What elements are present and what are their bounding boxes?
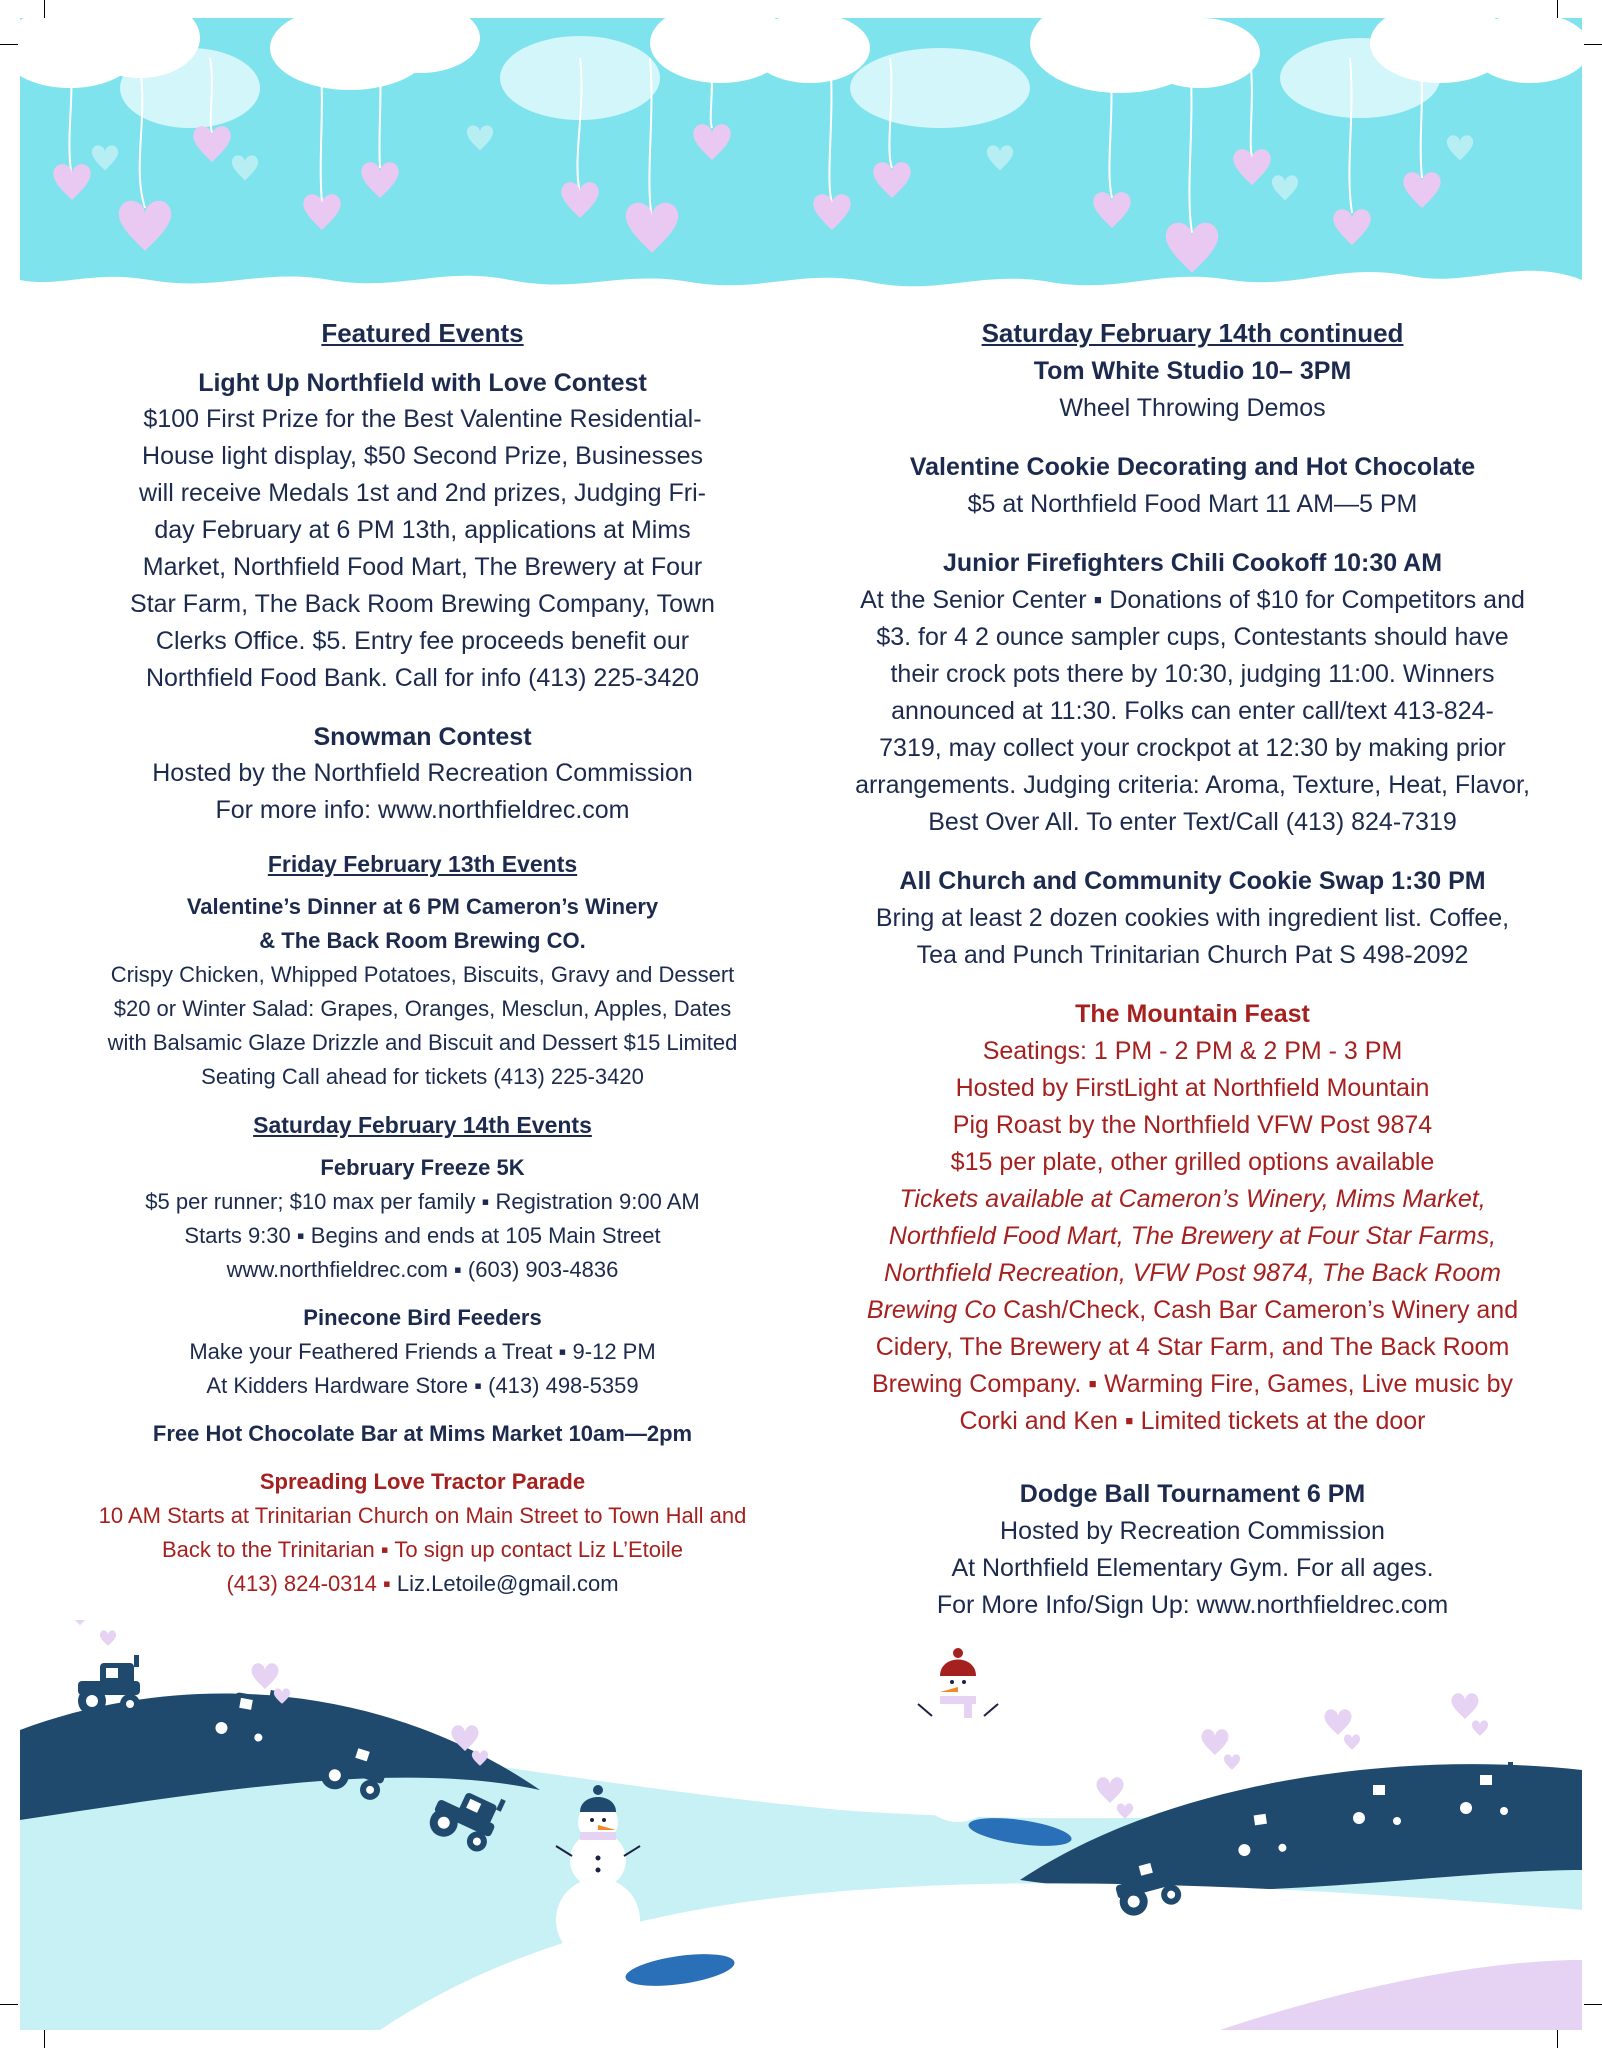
event-line: $100 First Prize for the Best Valentine Residential- [143, 405, 702, 433]
sky-banner [20, 18, 1582, 318]
event-line: with Balsamic Glaze Drizzle and Biscuit and Dessert $15 Limited [107, 1030, 738, 1055]
crop-mark [0, 44, 18, 45]
event-line: Northfield Food Mart, The Brewery at Four Star Farms, [888, 1222, 1497, 1250]
friday-events-heading: Friday February 13th Events [267, 851, 578, 877]
event-line: announced at 11:30. Folks can enter call/text 413-824- [891, 697, 1494, 725]
event-line: Cidery, The Brewery at 4 Star Farm, and The Back Room [875, 1333, 1510, 1361]
light-up-contest [60, 365, 785, 697]
event-line: Clerks Office. $5. Entry fee proceeds benefit our [155, 627, 690, 655]
event-line: Seating Call ahead for tickets (413) 225-3420 [201, 1064, 644, 1089]
february-freeze [60, 1151, 785, 1287]
right-column [820, 318, 1565, 1624]
event-line: 10 AM Starts at Trinitarian Church on Main Street to Town Hall and [98, 1503, 747, 1528]
crop-mark [0, 2004, 18, 2005]
event-line: Starts 9:30 ▪ Begins and ends at 105 Main Street [184, 1223, 661, 1248]
event-title: Light Up Northfield with Love Contest [198, 369, 647, 397]
event-line: Brewing Company. ▪ Warming Fire, Games, Live music by [872, 1370, 1513, 1398]
event-line: $15 per plate, other grilled options available [950, 1148, 1435, 1176]
saturday-continued-heading: Saturday February 14th continued [981, 318, 1404, 348]
event-title: Pinecone Bird Feeders [303, 1305, 542, 1330]
event-title: Dodge Ball Tournament 6 PM [1019, 1480, 1366, 1508]
event-line: Wheel Throwing Demos [1059, 394, 1326, 422]
valentines-dinner [60, 890, 785, 1094]
event-line: www.northfieldrec.com ▪ (603) 903-4836 [226, 1257, 619, 1282]
left-column [60, 318, 785, 1601]
event-line: Back to the Trinitarian ▪ To sign up contact Liz L’Etoile [161, 1537, 684, 1562]
event-line: Tickets available at Cameron’s Winery, Mims Market, [899, 1185, 1486, 1213]
dodge-ball [820, 1476, 1565, 1624]
email-link[interactable]: Liz.Letoile@gmail.com [396, 1571, 619, 1596]
phone-text: (413) 824-0314 ▪ [226, 1571, 397, 1596]
event-line: Hosted by Recreation Commission [1000, 1517, 1385, 1545]
event-line: $3. for 4 2 ounce sampler cups, Contestants should have [876, 623, 1509, 651]
event-title: The Mountain Feast [1075, 1000, 1310, 1028]
event-line: Corki and Ken ▪ Limited tickets at the door [959, 1407, 1426, 1435]
event-line: will receive Medals 1st and 2nd prizes, Judging Fri- [139, 479, 706, 507]
event-line: At Kidders Hardware Store ▪ (413) 498-5359 [206, 1373, 639, 1398]
crop-mark [1557, 2030, 1558, 2048]
event-line: House light display, $50 Second Prize, Businesses [142, 442, 703, 470]
crop-mark [1584, 2004, 1602, 2005]
event-line [820, 1292, 1565, 1329]
event-line: Bring at least 2 dozen cookies with ingredient list. Coffee, [875, 904, 1510, 932]
event-line: $5 per runner; $10 max per family ▪ Registration 9:00 AM [145, 1189, 700, 1214]
event-line: Seatings: 1 PM - 2 PM & 2 PM - 3 PM [982, 1037, 1403, 1065]
event-line: $20 or Winter Salad: Grapes, Oranges, Mesclun, Apples, Dates [113, 996, 732, 1021]
event-line: At Northfield Elementary Gym. For all ages. [951, 1554, 1434, 1582]
mountain-feast [820, 996, 1565, 1440]
tom-white-studio [820, 353, 1565, 427]
event-title: Snowman Contest [313, 723, 532, 751]
event-line [60, 1567, 785, 1601]
event-title: Valentine Cookie Decorating and Hot Chocolate [909, 453, 1476, 481]
event-line: For more info: www.northfieldrec.com [215, 796, 630, 824]
winter-hills-illustration [20, 1620, 1582, 2030]
crop-mark [44, 2030, 45, 2048]
event-title: Spreading Love Tractor Parade [259, 1469, 586, 1494]
hot-chocolate-bar: Free Hot Chocolate Bar at Mims Market 10am—2pm [152, 1421, 693, 1446]
event-line: Best Over All. To enter Text/Call (413) 824-7319 [928, 808, 1457, 836]
event-line: Tea and Punch Trinitarian Church Pat S 498-2092 [916, 941, 1469, 969]
event-title: All Church and Community Cookie Swap 1:30 PM [899, 867, 1486, 895]
cookie-decorating [820, 449, 1565, 523]
event-line: Hosted by the Northfield Recreation Commission [152, 759, 693, 787]
saturday-events-heading: Saturday February 14th Events [253, 1112, 592, 1138]
event-line: 7319, may collect your crockpot at 12:30 by making prior [879, 734, 1506, 762]
event-line: Star Farm, The Back Room Brewing Company, Town [130, 590, 715, 618]
event-title: & The Back Room Brewing CO. [259, 928, 586, 953]
event-line: Northfield Recreation, VFW Post 9874, The Back Room [884, 1259, 1501, 1287]
snowman-contest [60, 719, 785, 829]
event-line: Market, Northfield Food Mart, The Brewery at Four [142, 553, 703, 581]
event-line: Hosted by FirstLight at Northfield Mountain [955, 1074, 1430, 1102]
event-line: arrangements. Judging criteria: Aroma, Texture, Heat, Flavor, [855, 771, 1530, 799]
event-line: $5 at Northfield Food Mart 11 AM—5 PM [967, 490, 1418, 518]
crop-mark [1584, 44, 1602, 45]
event-title: Tom White Studio 10– 3PM [1033, 357, 1352, 385]
event-title: February Freeze 5K [320, 1155, 525, 1180]
event-line: Make your Feathered Friends a Treat ▪ 9-12 PM [189, 1339, 656, 1364]
event-line: Crispy Chicken, Whipped Potatoes, Biscuits, Gravy and Dessert [110, 962, 735, 987]
event-line: day February at 6 PM 13th, applications at Mims [154, 516, 691, 544]
crop-mark [44, 0, 45, 18]
event-line: Northfield Food Bank. Call for info (413) 225-3420 [145, 664, 700, 692]
event-line: For More Info/Sign Up: www.northfieldrec.com [936, 1591, 1449, 1619]
cash-check-text: Cash/Check, Cash Bar Cameron’s Winery and [996, 1296, 1519, 1324]
event-title: Junior Firefighters Chili Cookoff 10:30 AM [942, 549, 1443, 577]
event-line: their crock pots there by 10:30, judging 11:00. Winners [890, 660, 1495, 688]
featured-events-heading: Featured Events [321, 318, 524, 348]
event-line: Pig Roast by the Northfield VFW Post 9874 [952, 1111, 1433, 1139]
cookie-swap [820, 863, 1565, 974]
brewing-co-text: Brewing Co [866, 1296, 997, 1324]
chili-cookoff [820, 545, 1565, 841]
event-title: Valentine’s Dinner at 6 PM Cameron’s Winery [186, 894, 659, 919]
tractor-parade [60, 1465, 785, 1601]
event-line: At the Senior Center ▪ Donations of $10 for Competitors and [860, 586, 1525, 614]
crop-mark [1557, 0, 1558, 18]
pinecone-feeders [60, 1301, 785, 1403]
